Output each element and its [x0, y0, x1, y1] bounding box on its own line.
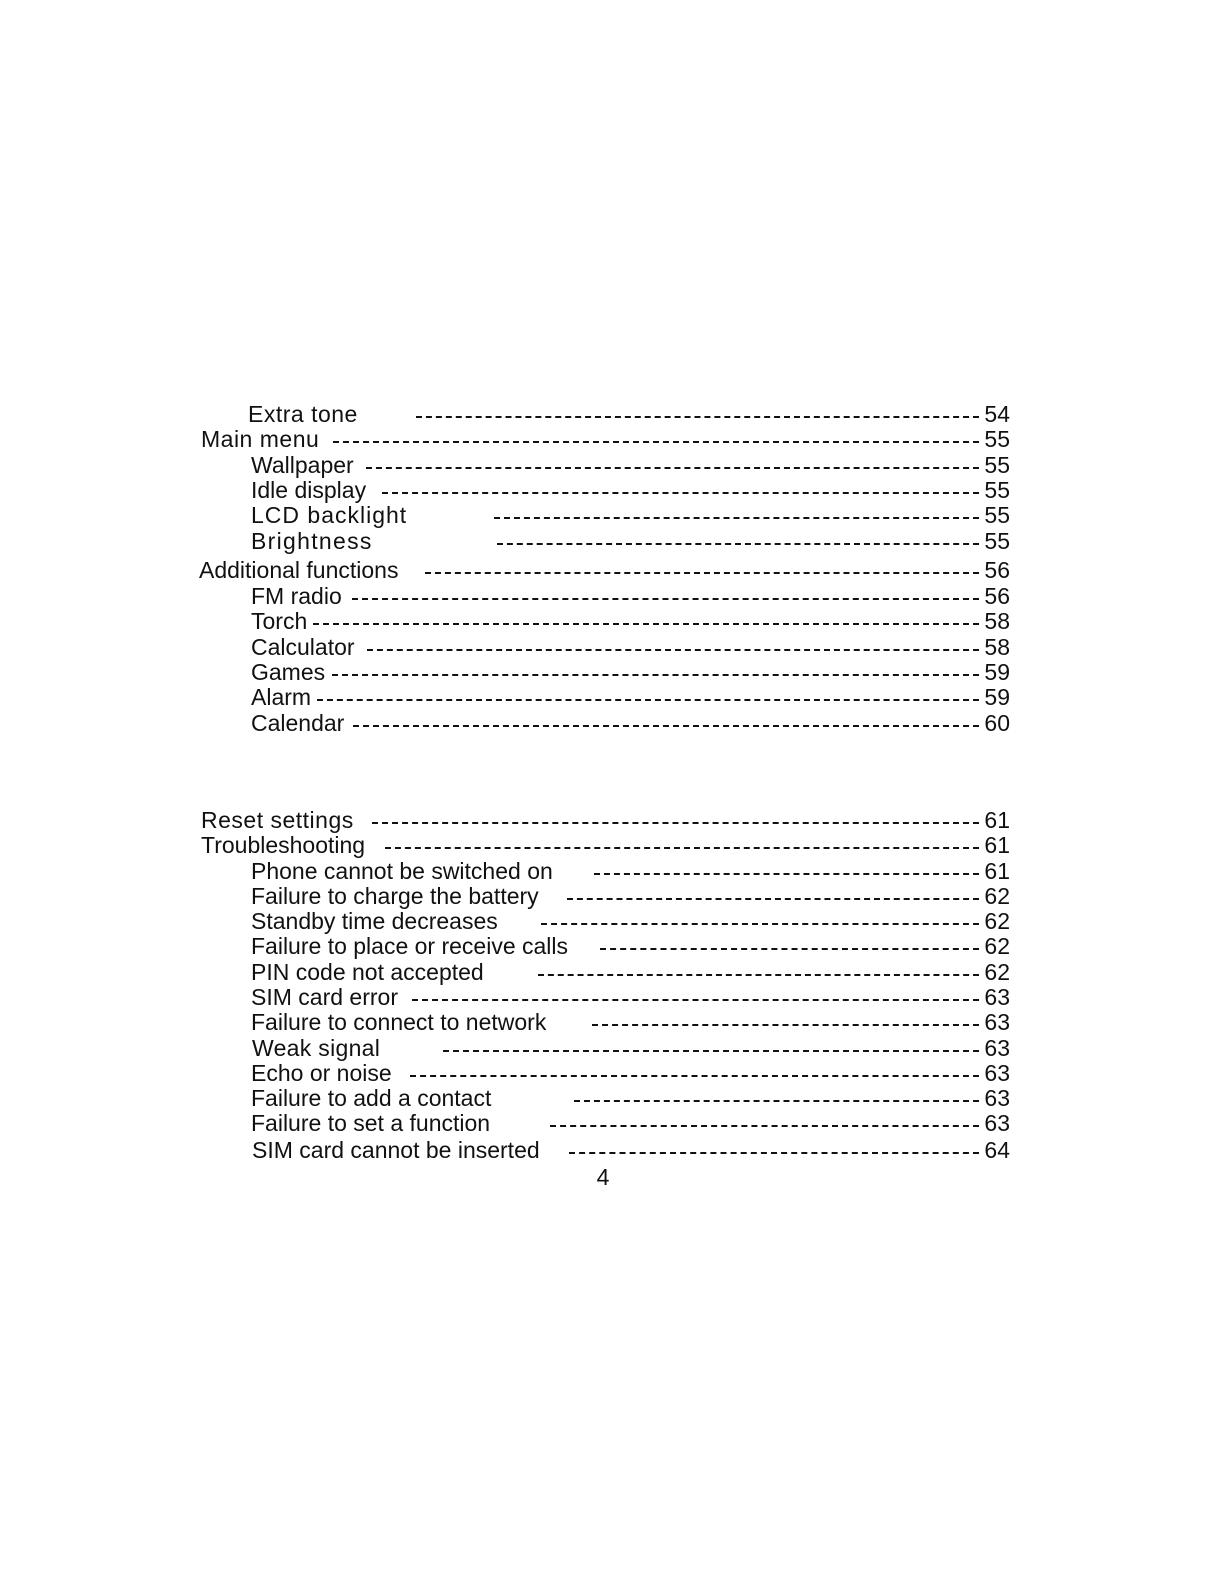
toc-entry-page: 62	[984, 933, 1010, 959]
toc-entry-title: Standby time decreases	[251, 908, 498, 934]
toc-entry-page: 61	[984, 807, 1010, 833]
toc-entry-title: Failure to place or receive calls	[251, 933, 569, 959]
toc-entry-title: Troubleshooting	[201, 832, 366, 858]
toc-entry-title: Extra tone	[248, 401, 358, 427]
toc-entry-title: Calendar	[251, 710, 345, 736]
toc-leader	[352, 598, 979, 600]
toc-entry	[0, 807, 1219, 833]
toc-entry-title: Failure to add a contact	[251, 1085, 492, 1111]
toc-entry-title: LCD backlight	[251, 502, 408, 528]
toc-entry-page: 55	[984, 528, 1010, 554]
toc-entry-title: SIM card cannot be inserted	[252, 1137, 540, 1163]
toc-entry-title: PIN code not accepted	[251, 959, 484, 985]
toc-entry-title: SIM card error	[251, 984, 398, 1010]
toc-leader	[569, 1152, 979, 1154]
toc-entry-page: 55	[984, 477, 1010, 503]
toc-entry-title: Additional functions	[199, 557, 399, 583]
toc-entry-page: 63	[984, 1060, 1010, 1086]
toc-entry-title: Reset settings	[201, 807, 354, 833]
toc-entry-page: 63	[984, 1110, 1010, 1136]
toc-entry-page: 63	[984, 1035, 1010, 1061]
toc-leader	[333, 441, 979, 443]
toc-entry	[0, 426, 1219, 452]
toc-entry	[0, 984, 1219, 1010]
toc-entry	[0, 634, 1219, 660]
toc-entry	[0, 583, 1219, 609]
toc-leader	[332, 674, 979, 676]
toc-entry-title: Wallpaper	[251, 452, 354, 478]
toc-entry	[0, 684, 1219, 710]
toc-leader	[425, 572, 979, 574]
toc-leader	[313, 623, 979, 625]
toc-entry	[0, 608, 1219, 634]
toc-entry	[0, 1137, 1219, 1163]
toc-leader	[353, 725, 979, 727]
toc-entry-title: Alarm	[251, 684, 312, 710]
toc-leader	[594, 873, 979, 875]
toc-leader	[574, 1100, 979, 1102]
toc-entry-title: Idle display	[251, 477, 367, 503]
page-number: 4	[596, 1164, 610, 1190]
toc-entry-title: Echo or noise	[251, 1060, 392, 1086]
toc-leader	[550, 1125, 979, 1127]
toc-leader	[443, 1050, 979, 1052]
toc-leader	[497, 543, 979, 545]
toc-entry-page: 56	[984, 583, 1010, 609]
toc-entry	[0, 1035, 1219, 1061]
toc-leader	[372, 822, 979, 824]
toc-entry-title: Phone cannot be switched on	[251, 858, 553, 884]
toc-leader	[538, 974, 979, 976]
toc-entry	[0, 528, 1219, 554]
toc-leader	[385, 847, 979, 849]
toc-leader	[592, 1024, 979, 1026]
toc-entry-page: 63	[984, 984, 1010, 1010]
toc-leader	[317, 699, 979, 701]
toc-leader	[382, 492, 979, 494]
toc-entry-page: 56	[984, 557, 1010, 583]
toc-entry-title: Main menu	[201, 426, 320, 452]
toc-entry-page: 54	[984, 401, 1010, 427]
toc-entry-title: Torch	[251, 608, 308, 634]
toc-entry	[0, 452, 1219, 478]
toc-entry-page: 64	[984, 1137, 1010, 1163]
toc-leader	[567, 898, 979, 900]
toc-entry-page: 58	[984, 634, 1010, 660]
toc-entry	[0, 858, 1219, 884]
toc-entry-title: Failure to charge the battery	[251, 883, 539, 909]
toc-leader	[416, 416, 979, 418]
toc-leader	[367, 649, 979, 651]
toc-entry-title: Calculator	[251, 634, 355, 660]
toc-entry-page: 55	[984, 502, 1010, 528]
toc-entry-page: 61	[984, 858, 1010, 884]
toc-entry	[0, 1009, 1219, 1035]
toc-entry	[0, 883, 1219, 909]
toc-entry	[0, 659, 1219, 685]
toc-entry-page: 59	[984, 684, 1010, 710]
toc-leader	[541, 923, 979, 925]
toc-entry-title: Failure to connect to network	[251, 1009, 547, 1035]
toc-entry	[0, 502, 1219, 528]
toc-entry	[0, 710, 1219, 736]
toc-entry-page: 62	[984, 908, 1010, 934]
toc-leader	[600, 948, 979, 950]
toc-entry	[0, 477, 1219, 503]
toc-entry	[0, 1060, 1219, 1086]
toc-entry-page: 61	[984, 832, 1010, 858]
toc-entry-page: 62	[984, 959, 1010, 985]
toc-entry	[0, 933, 1219, 959]
toc-entry-page: 59	[984, 659, 1010, 685]
toc-entry	[0, 1085, 1219, 1111]
toc-entry	[0, 401, 1219, 427]
toc-entry-page: 62	[984, 883, 1010, 909]
toc-entry-page: 55	[984, 452, 1010, 478]
toc-entry	[0, 832, 1219, 858]
toc-entry	[0, 959, 1219, 985]
toc-leader	[410, 1075, 979, 1077]
toc-entry	[0, 557, 1219, 583]
toc-leader	[366, 467, 979, 469]
toc-entry	[0, 1110, 1219, 1136]
toc-leader	[494, 517, 979, 519]
toc-entry-page: 63	[984, 1009, 1010, 1035]
toc-leader	[412, 999, 979, 1001]
toc-entry-page: 60	[984, 710, 1010, 736]
toc-entry-title: FM radio	[251, 583, 342, 609]
toc-entry-page: 63	[984, 1085, 1010, 1111]
toc-entry-title: Failure to set a function	[251, 1110, 491, 1136]
toc-entry-page: 55	[984, 426, 1010, 452]
toc-entry-page: 58	[984, 608, 1010, 634]
toc-entry-title: Brightness	[251, 528, 373, 554]
toc-entry	[0, 908, 1219, 934]
toc-entry-title: Weak signal	[252, 1035, 381, 1061]
toc-entry-title: Games	[251, 659, 326, 685]
